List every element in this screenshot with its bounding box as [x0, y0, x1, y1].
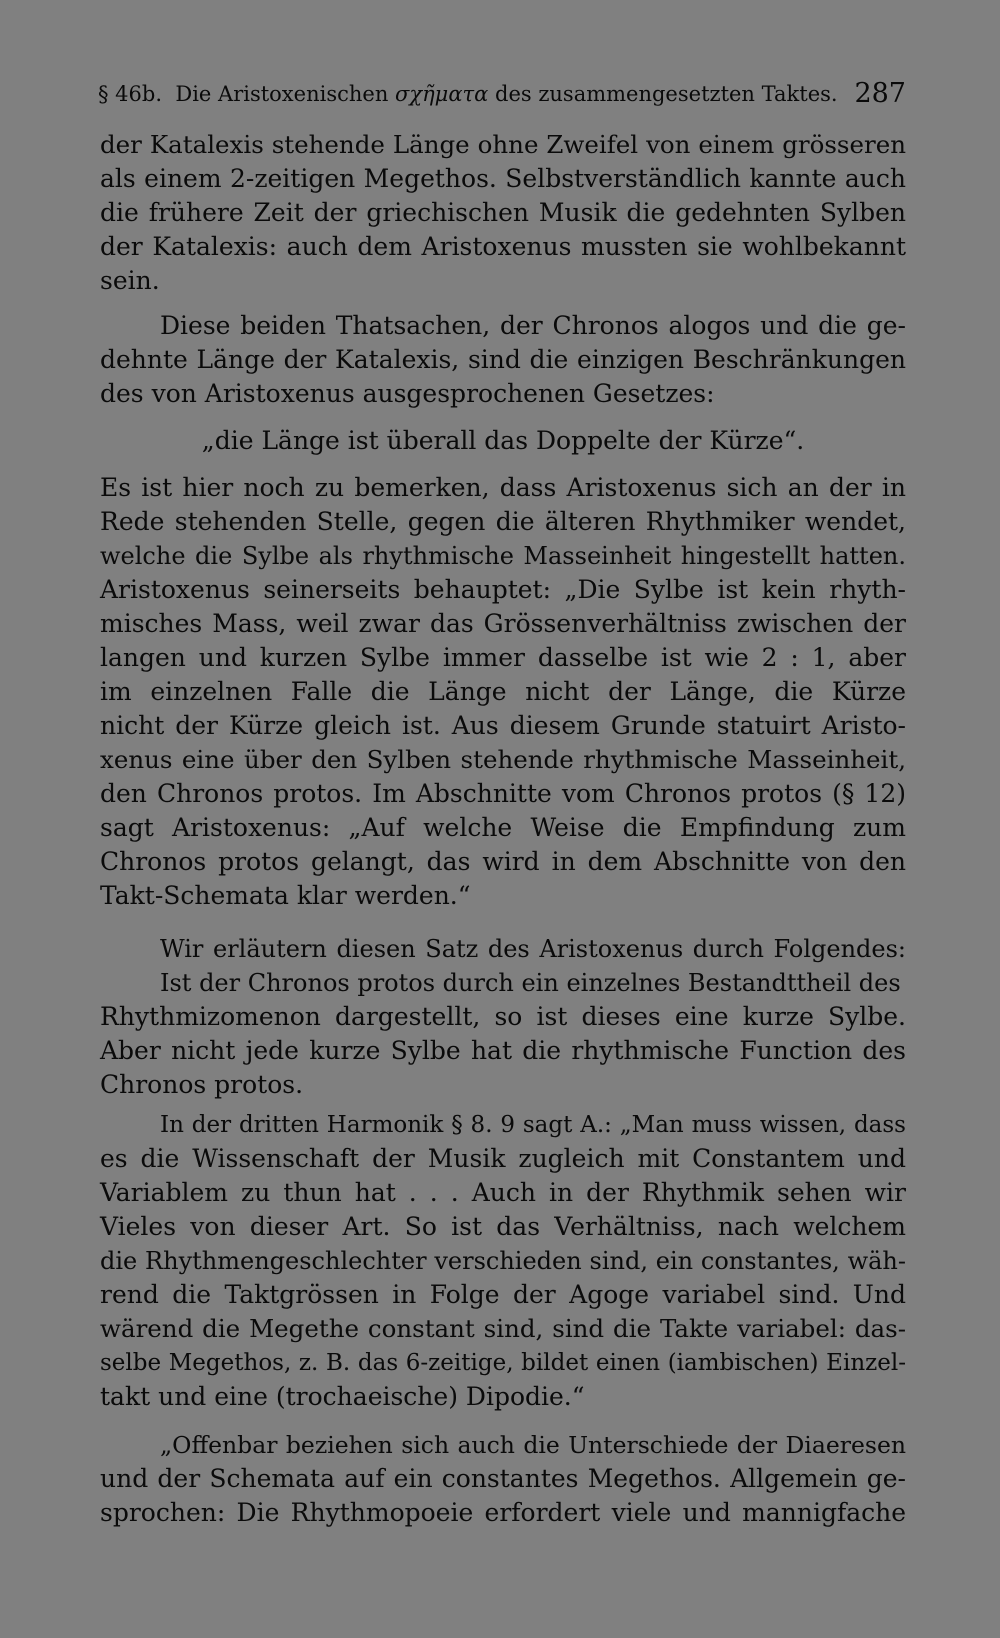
text-line: Takt-Schemata klar werden.“ [100, 881, 471, 910]
text-line: als einem 2-zeitigen Megethos. Selbstverständlich kannte auch [100, 164, 906, 193]
text-line: xenus eine über den Sylben stehende rhythmische Masseinheit, [100, 745, 906, 774]
text-line: sprochen: Die Rhythmopoeie erfordert viele und mannigfache [100, 1498, 906, 1527]
text-line: nicht der Kürze gleich ist. Aus diesem Grunde statuirt Aristo- [100, 711, 906, 740]
text-line: Rede stehenden Stelle, gegen die älteren Rhythmiker wendet, [100, 507, 906, 536]
quoted-law: „die Länge ist überall das Doppelte der Kürze“. [201, 426, 805, 455]
text-line: misches Mass, weil zwar das Grössenverhältniss zwischen der [100, 609, 906, 638]
section-number: § 46b. [98, 82, 163, 106]
text-line: im einzelnen Falle die Länge nicht der Länge, die Kürze [100, 677, 906, 706]
header-title-pre: Die Aristoxenischen [175, 82, 389, 106]
text-line: der Katalexis: auch dem Aristoxenus mussten sie wohlbekannt [100, 232, 906, 261]
text-line: „Offenbar beziehen sich auch die Unterschiede der Diaeresen [160, 1431, 906, 1459]
text-line: Chronos protos. [100, 1070, 304, 1099]
text-line: den Chronos protos. Im Abschnitte vom Chronos protos (§ 12) [100, 779, 906, 808]
header-title-greek: σχῆματα [395, 82, 489, 106]
text-line: sagt Aristoxenus: „Auf welche Weise die Empfindung zum [100, 813, 906, 842]
text-line: der Katalexis stehende Länge ohne Zweifel von einem grösseren [100, 130, 906, 159]
text-line: rend die Taktgrössen in Folge der Agoge variabel sind. Und [100, 1280, 906, 1309]
text-line: welche die Sylbe als rhythmische Masseinheit hingestellt hatten. [100, 542, 906, 570]
text-line: dehnte Länge der Katalexis, sind die einzigen Beschränkungen [100, 345, 906, 374]
text-line: Chronos protos gelangt, das wird in dem Abschnitte von den [100, 847, 906, 876]
running-header [98, 78, 906, 114]
text-line: Vieles von dieser Art. So ist das Verhältniss, nach welchem [100, 1212, 906, 1241]
text-line: langen und kurzen Sylbe immer dasselbe ist wie 2 : 1, aber [100, 643, 906, 672]
text-line: Aber nicht jede kurze Sylbe hat die rhythmische Function des [100, 1036, 906, 1065]
text-line: sein. [100, 266, 160, 295]
header-title [98, 82, 838, 106]
text-line: des von Aristoxenus ausgesprochenen Gesetzes: [100, 379, 715, 408]
text-line: Variablem zu thun hat . . . Auch in der Rhythmik sehen wir [100, 1178, 906, 1207]
text-line: Aristoxenus seinerseits behauptet: „Die Sylbe ist kein rhyth- [100, 575, 906, 604]
text-line: Diese beiden Thatsachen, der Chronos alogos und die ge- [160, 311, 906, 340]
text-line: die frühere Zeit der griechischen Musik die gedehnten Sylben [100, 198, 906, 227]
text-line: selbe Megethos, z. B. das 6-zeitige, bildet einen (iambischen) Einzel- [100, 1350, 906, 1376]
text-line: wärend die Megethe constant sind, sind die Takte variabel: das- [100, 1314, 906, 1343]
text-line: Wir erläutern diesen Satz des Aristoxenus durch Folgendes: [160, 935, 906, 963]
text-line: und der Schemata auf ein constantes Megethos. Allgemein ge- [100, 1464, 906, 1493]
text-line: Es ist hier noch zu bemerken, dass Aristoxenus sich an der in [100, 473, 906, 502]
text-line: die Rhythmengeschlechter verschieden sind, ein constantes, wäh- [100, 1247, 906, 1275]
text-line: Rhythmizomenon dargestellt, so ist dieses eine kurze Sylbe. [100, 1002, 906, 1031]
text-line: takt und eine (trochaeische) Dipodie.“ [100, 1382, 585, 1411]
page-number: 287 [854, 78, 906, 109]
text-line: Ist der Chronos protos durch ein einzelnes Bestandttheil des [160, 969, 901, 997]
text-line: es die Wissenschaft der Musik zugleich mit Constantem und [100, 1144, 906, 1173]
text-line: In der dritten Harmonik § 8. 9 sagt A.: „Man muss wissen, dass [160, 1112, 906, 1138]
header-title-post: des zusammengesetzten Taktes. [495, 82, 838, 106]
